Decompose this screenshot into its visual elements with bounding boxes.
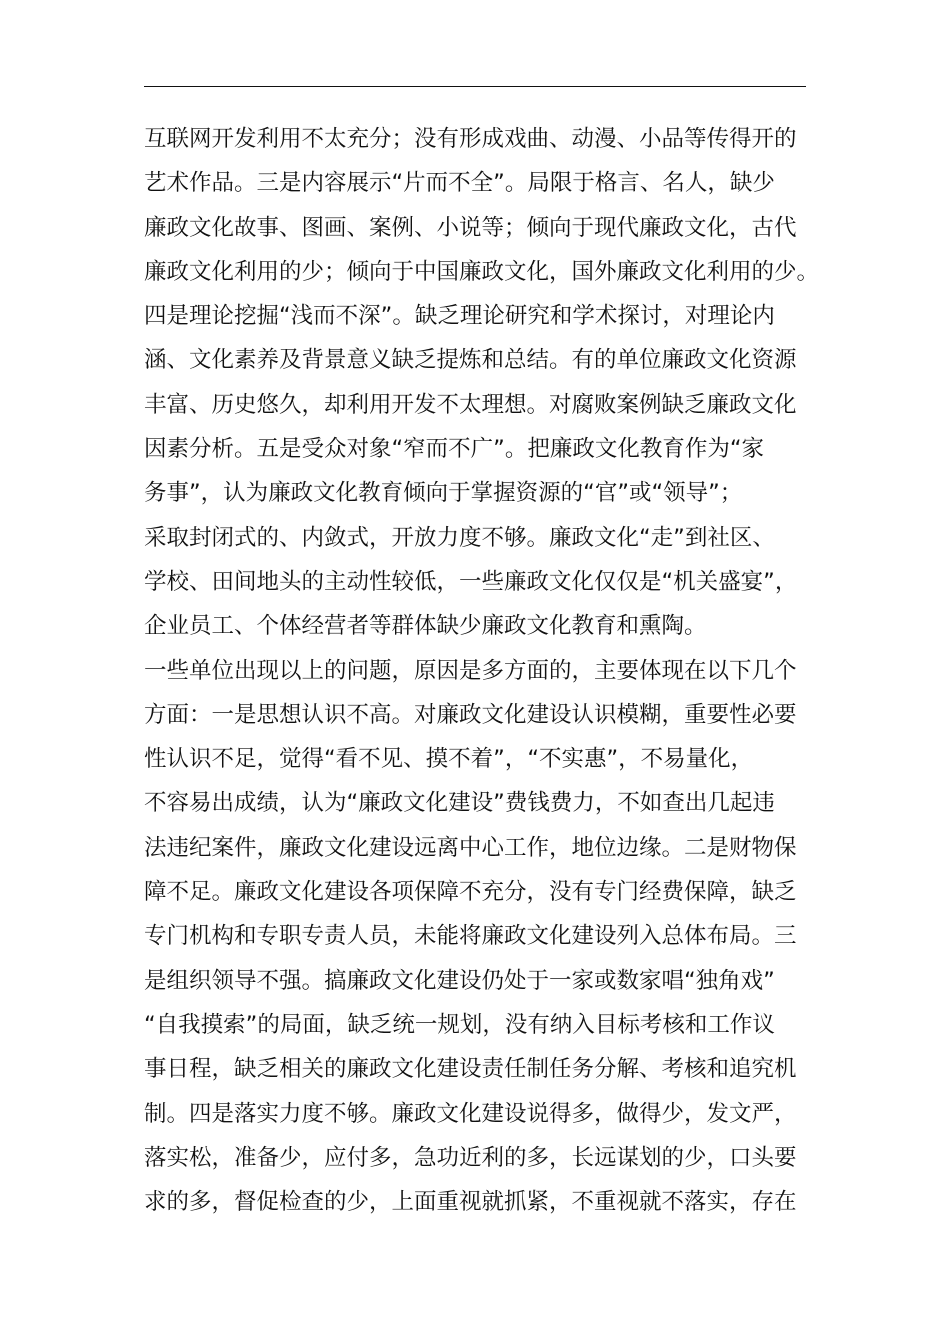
text-line: 专门机构和专职专责人员，未能将廉政文化建设列入总体布局。三 [144, 923, 797, 950]
text-line: 性认识不足，觉得“看不见、摸不着”，“不实惠”，不易量化， [144, 746, 754, 773]
text-line: 制。四是落实力度不够。廉政文化建设说得多，做得少，发文严， [144, 1100, 797, 1127]
text-line: 廉政文化利用的少；倾向于中国廉政文化，国外廉政文化利用的少。 [144, 258, 820, 285]
text-line: 涵、文化素养及背景意义缺乏提炼和总结。有的单位廉政文化资源 [144, 347, 797, 374]
text-line: 落实松，准备少，应付多，急功近利的多，长远谋划的少，口头要 [144, 1144, 797, 1171]
text-line: 障不足。廉政文化建设各项保障不充分，没有专门经费保障，缺乏 [144, 879, 797, 906]
text-line: 一些单位出现以上的问题，原因是多方面的，主要体现在以下几个 [144, 657, 797, 684]
document-body [144, 117, 820, 1224]
text-line: 丰富、历史悠久，却利用开发不太理想。对腐败案例缺乏廉政文化 [144, 391, 797, 418]
text-line: 采取封闭式的、内敛式，开放力度不够。廉政文化“走”到社区、 [144, 524, 775, 551]
text-line: 方面：一是思想认识不高。对廉政文化建设认识模糊，重要性必要 [144, 701, 797, 728]
text-line: 因素分析。五是受众对象“窄而不广”。把廉政文化教育作为“家 [144, 436, 764, 463]
text-line: 艺术作品。三是内容展示“片而不全”。局限于格言、名人，缺少 [144, 170, 775, 197]
text-line: 法违纪案件，廉政文化建设远离中心工作，地位边缘。二是财物保 [144, 834, 797, 861]
text-line: 学校、田间地头的主动性较低，一些廉政文化仅仅是“机关盛宴”， [144, 568, 798, 595]
text-line: 是组织领导不强。搞廉政文化建设仍处于一家或数家唱“独角戏” [144, 967, 775, 994]
text-line: 务事”，认为廉政文化教育倾向于掌握资源的“官”或“领导”； [144, 480, 743, 507]
header-rule [144, 86, 806, 87]
text-line: 不容易出成绩，认为“廉政文化建设”费钱费力，不如查出几起违 [144, 790, 775, 817]
text-line: “自我摸索”的局面，缺乏统一规划，没有纳入目标考核和工作议 [144, 1011, 775, 1038]
text-line: 求的多，督促检查的少，上面重视就抓紧，不重视就不落实，存在 [144, 1189, 797, 1216]
text-line: 四是理论挖掘“浅而不深”。缺乏理论研究和学术探讨，对理论内 [144, 303, 775, 330]
text-line: 互联网开发利用不太充分；没有形成戏曲、动漫、小品等传得开的 [144, 126, 797, 152]
text-line: 事日程，缺乏相关的廉政文化建设责任制任务分解、考核和追究机 [144, 1056, 797, 1083]
text-line: 企业员工、个体经营者等群体缺少廉政文化教育和熏陶。 [144, 613, 707, 640]
text-line: 廉政文化故事、图画、案例、小说等；倾向于现代廉政文化，古代 [144, 214, 797, 241]
